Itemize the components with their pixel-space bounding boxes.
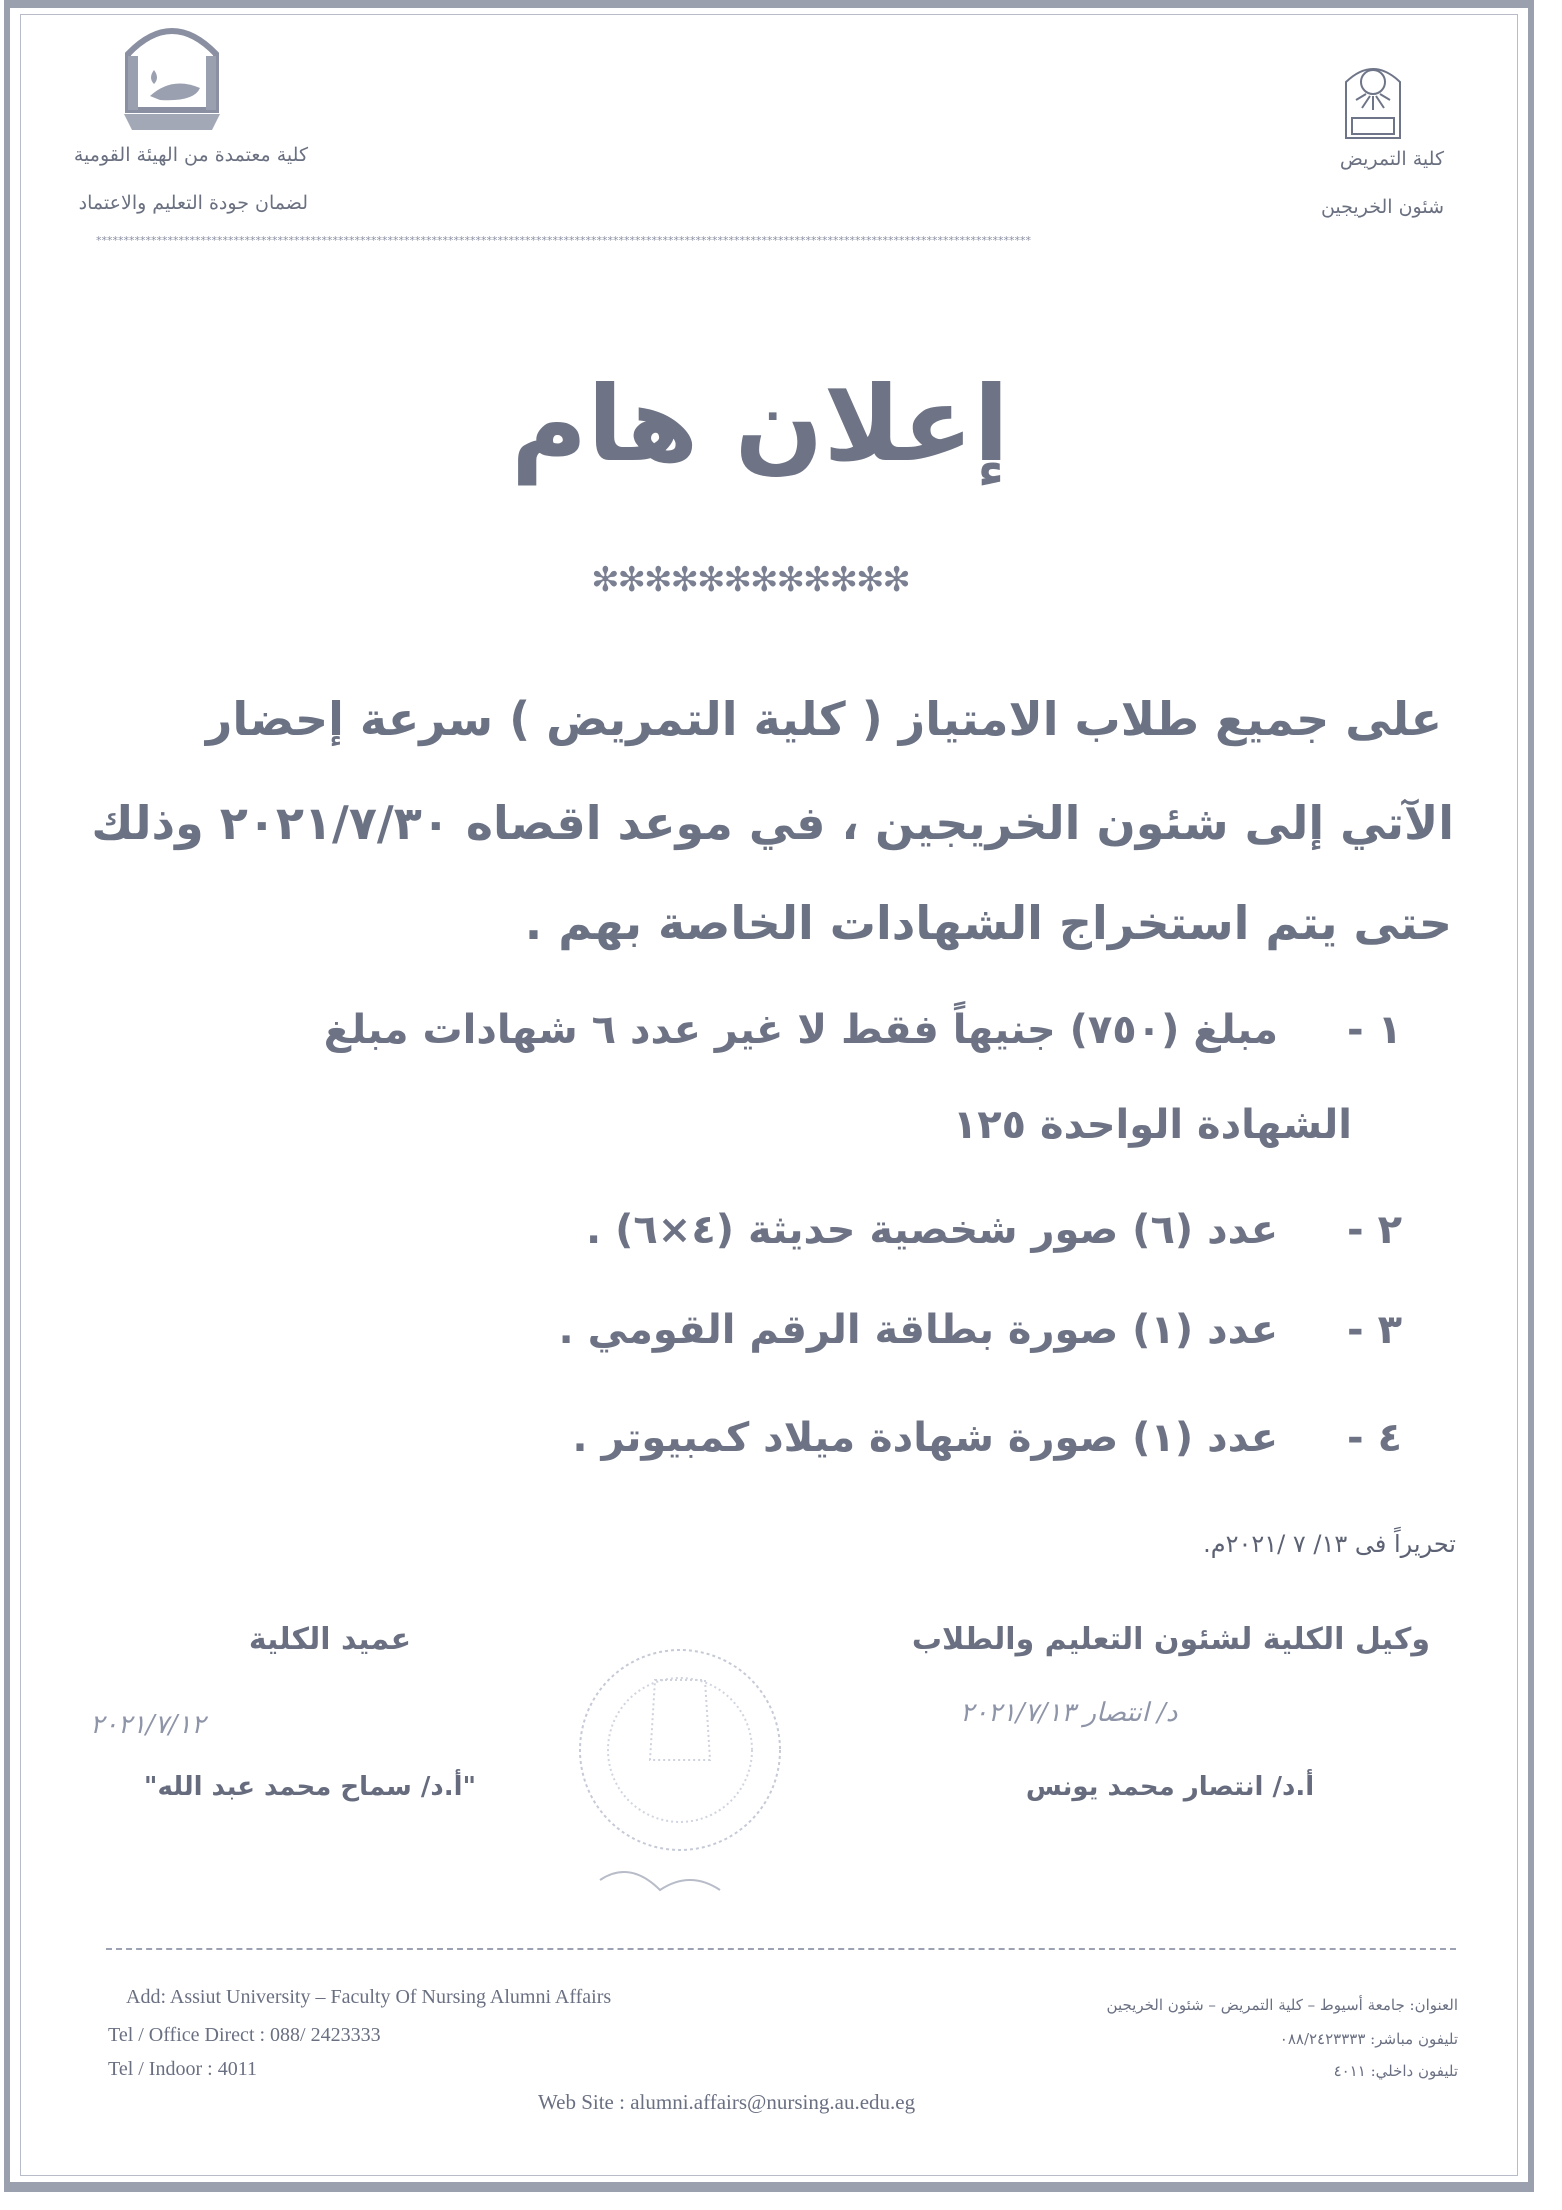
dean-signature: ٢٠٢١/٧/١٢ [90,1710,206,1740]
accreditation-line-2: لضمان جودة التعليم والاعتماد [78,192,308,214]
vice-dean-name: أ.د/ انتصار محمد يونس [1025,1772,1315,1802]
requirement-item-1-continuation: الشهادة الواحدة ١٢٥ [952,1102,1352,1148]
page-title: إعلان هام [510,363,1009,485]
footer-divider [106,1948,1456,1950]
faculty-logo-icon [120,14,224,132]
footer-tel-indoor-en: Tel / Indoor : 4011 [108,2058,257,2080]
dean-name: "أ.د/ سماح محمد عبد الله" [143,1772,477,1802]
footer-tel-direct-en: Tel / Office Direct : 088/ 2423333 [108,2024,381,2046]
requirement-number: ١ - [1347,1007,1402,1053]
body-line-1: على جميع طلاب الامتياز ( كلية التمريض ) سرعة إحضار [205,692,1442,746]
footer-address-en: Add: Assiut University – Faculty Of Nursing Alumni Affairs [126,1986,612,2008]
requirement-number: ٢ - [1347,1207,1402,1253]
accreditation-line-1: كلية معتمدة من الهيئة القومية [73,144,308,166]
requirement-text: عدد (١) صورة شهادة ميلاد كمبيوتر . [572,1415,1279,1461]
requirement-number: ٤ - [1347,1415,1402,1461]
requirement-text: عدد (٦) صور شخصية حديثة (٤×٦) . [585,1207,1279,1253]
vice-dean-signature: د/ انتصار ٢٠٢١/٧/١٣ [960,1698,1178,1728]
body-line-2: الآتي إلى شئون الخريجين ، في موعد اقصاه ٢٠٢١/٧/٣٠ وذلك [91,796,1454,850]
header-star-divider: ************************************************************************************************************************************************************************** [96,236,1031,246]
body-line-3: حتى يتم استخراج الشهادات الخاصة بهم . [524,896,1452,950]
requirement-item-3 [558,1307,1402,1353]
requirement-number: ٣ - [1347,1307,1402,1353]
official-stamp-icon [560,1640,810,1920]
faculty-name: كلية التمريض [1339,148,1444,170]
footer-website-link[interactable]: Web Site : alumni.affairs@nursing.au.edu.eg [538,2090,916,2114]
footer-address-ar: العنوان: جامعة أسيوط – كلية التمريض – شئون الخريجين [1106,1996,1458,2014]
footer-tel-indoor-ar: تليفون داخلي: ٤٠١١ [1333,2062,1458,2080]
footer-tel-direct-ar: تليفون مباشر: ٠٨٨/٢٤٢٣٣٣٣ [1279,2030,1458,2048]
vice-dean-title: وكيل الكلية لشئون التعليم والطلاب [911,1622,1430,1657]
requirement-text: مبلغ (٧٥٠) جنيهاً فقط لا غير عدد ٦ شهادات مبلغ [323,1007,1279,1053]
department-name: شئون الخريجين [1320,196,1444,218]
issue-date: تحريراً فى ١٣/ ٧ /٢٠٢١م. [1203,1530,1456,1558]
requirement-text: عدد (١) صورة بطاقة الرقم القومي . [558,1307,1279,1353]
decorative-stars: ✻✻✻✻✻✻✻✻✻✻✻✻ [591,560,909,600]
requirement-item-1 [323,1007,1402,1053]
dean-title: عميد الكلية [248,1622,412,1657]
university-logo-icon [1342,60,1404,140]
requirement-item-4 [572,1415,1402,1461]
requirement-item-2 [585,1207,1402,1253]
